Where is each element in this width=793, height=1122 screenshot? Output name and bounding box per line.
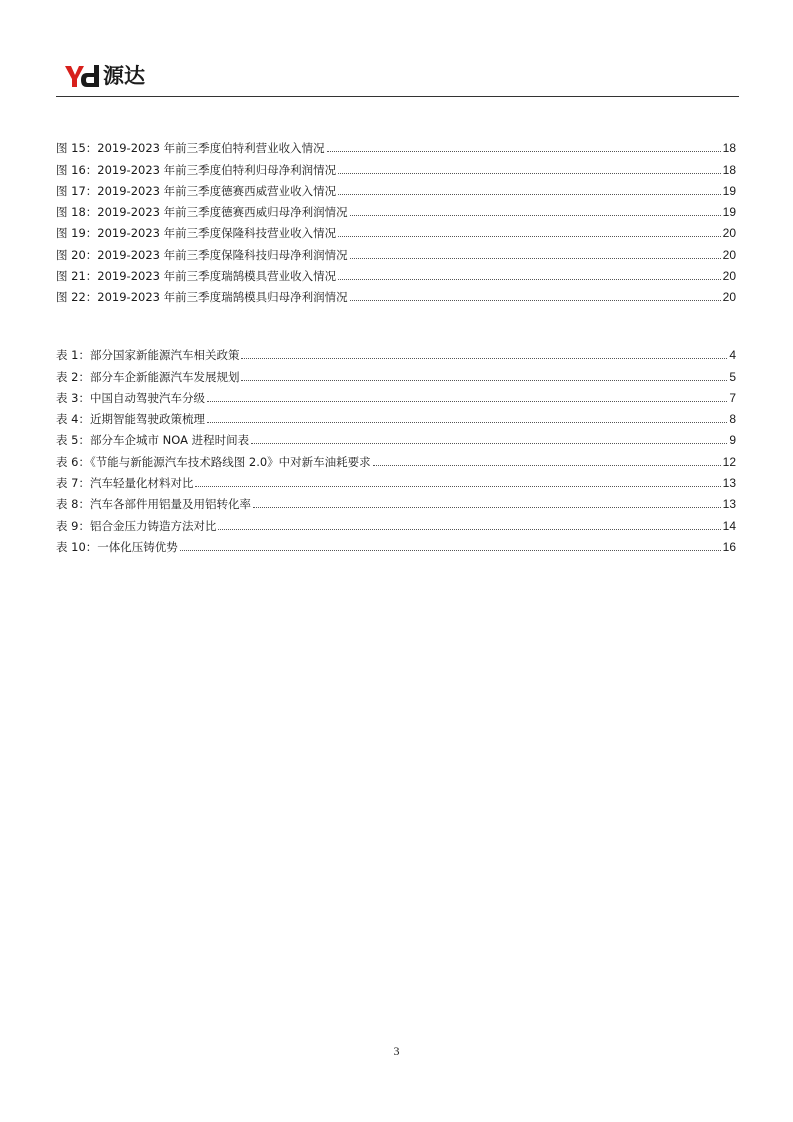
dot-leader (207, 421, 727, 423)
table-list (56, 342, 736, 555)
toc-entry[interactable] (56, 427, 736, 448)
toc-entry-label: 表 4：近期智能驾驶政策梳理 (56, 412, 205, 427)
yd-logo-icon (64, 63, 100, 89)
toc-entry-label: 表 3：中国自动驾驶汽车分级 (56, 390, 205, 405)
toc-entry-label: 表 2：部分车企新能源汽车发展规划 (56, 369, 240, 384)
toc-entry-label: 图 16：2019-2023 年前三季度伯特利归母净利润情况 (56, 162, 337, 177)
toc-entry-page: 19 (722, 205, 736, 220)
toc-entry[interactable] (56, 512, 736, 533)
toc-entry-page: 8 (729, 412, 736, 427)
toc-entry[interactable] (56, 363, 736, 384)
dot-leader (180, 549, 721, 551)
dot-leader (195, 485, 720, 487)
dot-leader (241, 379, 727, 381)
dot-leader (327, 150, 721, 152)
toc-entry-page: 18 (722, 162, 736, 177)
dot-leader (350, 257, 721, 259)
dot-leader (373, 464, 721, 466)
toc-entry-label: 图 19：2019-2023 年前三季度保隆科技营业收入情况 (56, 226, 337, 241)
toc-entry[interactable] (56, 241, 736, 262)
page-number: 3 (393, 1044, 400, 1058)
company-logo (64, 62, 145, 90)
dot-leader (338, 172, 721, 174)
toc-entry-page: 20 (722, 247, 736, 262)
toc-entry-page: 7 (729, 390, 736, 405)
toc-entry-page: 16 (722, 539, 736, 554)
toc-entry-page: 5 (729, 369, 736, 384)
toc-entry-page: 9 (729, 433, 736, 448)
toc-entry-label: 表 8：汽车各部件用铝量及用铝转化率 (56, 497, 251, 512)
toc-entry[interactable] (56, 199, 736, 220)
logo-text: 源达 (103, 64, 145, 88)
toc-entry-label: 表 6：《节能与新能源汽车技术路线图 2.0》中对新车油耗要求 (56, 454, 371, 469)
toc-entry[interactable] (56, 491, 736, 512)
dot-leader (338, 193, 721, 195)
toc-entry-label: 图 21：2019-2023 年前三季度瑞鹄模具营业收入情况 (56, 269, 337, 284)
dot-leader (350, 214, 721, 216)
dot-leader (251, 442, 727, 444)
toc-entry[interactable] (56, 534, 736, 555)
toc-entry[interactable] (56, 178, 736, 199)
toc-entry[interactable] (56, 135, 736, 156)
toc-entry[interactable] (56, 406, 736, 427)
toc-entry-label: 图 18：2019-2023 年前三季度德赛西威归母净利润情况 (56, 205, 348, 220)
toc-entry-label: 图 15：2019-2023 年前三季度伯特利营业收入情况 (56, 141, 325, 156)
toc-entry-label: 图 17：2019-2023 年前三季度德赛西威营业收入情况 (56, 183, 337, 198)
toc-entry[interactable] (56, 470, 736, 491)
toc-entry[interactable] (56, 342, 736, 363)
dot-leader (338, 278, 721, 280)
figure-list (56, 135, 736, 305)
toc-entry[interactable] (56, 284, 736, 305)
dot-leader (241, 357, 727, 359)
toc-entry-page: 4 (729, 348, 736, 363)
dot-leader (253, 506, 721, 508)
page-header (56, 58, 739, 97)
toc-entry-label: 图 20：2019-2023 年前三季度保隆科技归母净利润情况 (56, 247, 348, 262)
toc-entry-page: 12 (722, 454, 736, 469)
toc-entry-page: 18 (722, 141, 736, 156)
toc-entry[interactable] (56, 263, 736, 284)
dot-leader (338, 235, 721, 237)
toc-entry-page: 13 (722, 497, 736, 512)
dot-leader (350, 299, 721, 301)
toc-entry-label: 表 5：部分车企城市 NOA 进程时间表 (56, 433, 250, 448)
toc-entry-label: 表 9：铝合金压力铸造方法对比 (56, 518, 217, 533)
toc-entry-label: 表 7：汽车轻量化材料对比 (56, 476, 194, 491)
dot-leader (218, 528, 720, 530)
toc-entry[interactable] (56, 448, 736, 469)
toc-entry-label: 表 10：一体化压铸优势 (56, 539, 178, 554)
toc-entry-label: 图 22：2019-2023 年前三季度瑞鹄模具归母净利润情况 (56, 290, 348, 305)
toc-entry-page: 20 (722, 226, 736, 241)
toc-entry-label: 表 1：部分国家新能源汽车相关政策 (56, 348, 240, 363)
toc-entry-page: 19 (722, 183, 736, 198)
toc-entry[interactable] (56, 385, 736, 406)
toc-entry-page: 14 (722, 518, 736, 533)
toc-entry-page: 20 (722, 290, 736, 305)
toc-entry-page: 13 (722, 476, 736, 491)
dot-leader (207, 400, 727, 402)
toc-entry-page: 20 (722, 269, 736, 284)
toc-entry[interactable] (56, 220, 736, 241)
toc-entry[interactable] (56, 156, 736, 177)
